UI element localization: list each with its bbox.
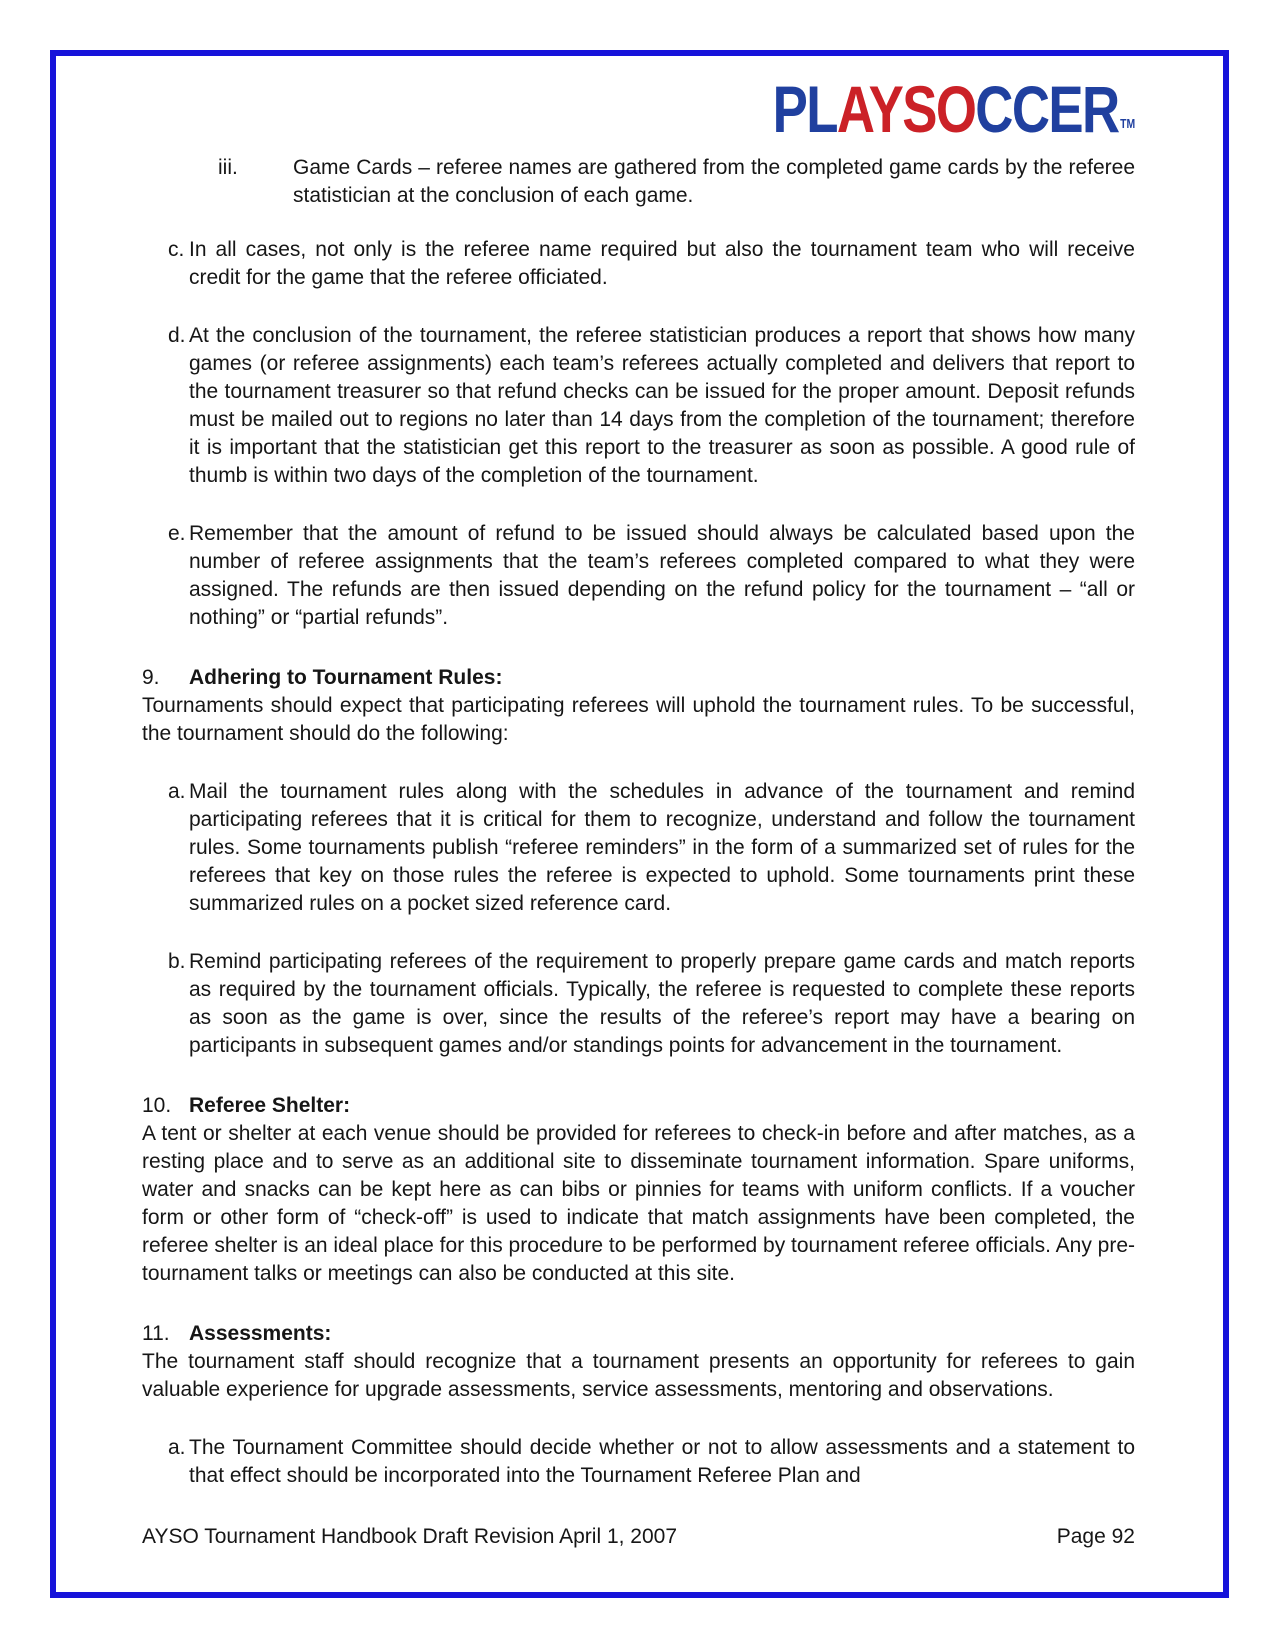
page-border-frame [50, 50, 1229, 1598]
section-10-intro: A tent or shelter at each venue should be provided for referees to check-in before and after matches, as a resting place and to serve as an additional site to disseminate tournament information. Spare uniforms, water and snacks can be kept here as can bibs or pinnies for teams with uniform conflicts. If a voucher form or other form of “check-off” is used to indicate that match assignments have been completed, the referee shelter is an ideal place for this procedure to be performed by tournament referee officials. Any pre-tournament talks or meetings can also be conducted at this site. [142, 1122, 1135, 1285]
trademark-mark: TM [1119, 116, 1135, 131]
list-item-text: Game Cards – referee names are gathered from the completed game cards by the referee statistician at the conclusion of each game. [293, 156, 1135, 207]
section-number: 11. [142, 1322, 170, 1345]
list-item-text: Remember that the amount of refund to be issued should always be calculated based upon the number of referee assignments that the team’s referees completed compared to what they were assigned. The refunds are then issued depending on the refund policy for the tournament – “all or nothing” or “partial refunds”. [189, 522, 1135, 629]
section-9-heading [142, 664, 1135, 692]
list-marker: a. [168, 780, 186, 803]
list-item-a-sec9 [142, 778, 1135, 918]
footer-page-number: Page 92 [1056, 1525, 1135, 1548]
page-footer [142, 1524, 1135, 1550]
section-title: Assessments: [189, 1322, 332, 1345]
list-marker: b. [168, 950, 186, 973]
section-10 [142, 1092, 1135, 1288]
section-number: 9. [142, 666, 160, 689]
playsoccer-logo [772, 72, 1136, 146]
list-item-b-sec9 [142, 948, 1135, 1060]
list-item-text: Mail the tournament rules along with the schedules in advance of the tournament and remind participating referees that it is critical for them to recognize, understand and follow the tournament rules. Some tournaments publish “referee reminders” in the form of a summarized set of rules for the referees that key on those rules the referee is expected to uphold. Some tournaments print these summarized rules on a pocket sized reference card. [189, 780, 1135, 915]
list-item-a-sec11 [142, 1434, 1135, 1490]
list-marker: a. [168, 1436, 186, 1459]
list-marker: e. [168, 522, 186, 545]
page-content [62, 62, 1217, 1586]
section-9-intro: Tournaments should expect that participating referees will uphold the tournament rules. To be successful, the tournament should do the following: [142, 694, 1135, 745]
section-number: 10. [142, 1094, 172, 1117]
list-item-text: The Tournament Committee should decide whether or not to allow assessments and a statement to that effect should be incorporated into the Tournament Referee Plan and [189, 1436, 1135, 1487]
list-marker: d. [168, 324, 186, 347]
list-item-iii [142, 154, 1135, 210]
list-item-c [142, 236, 1135, 292]
logo-part-ayso: AYSO [836, 72, 976, 146]
section-11-intro: The tournament staff should recognize that a tournament presents an opportunity for referees to gain valuable experience for upgrade assessments, service assessments, mentoring and observations. [142, 1350, 1135, 1401]
section-11 [142, 1320, 1135, 1404]
list-marker: c. [168, 238, 185, 261]
list-item-text: At the conclusion of the tournament, the referee statistician produces a report that shows how many games (or referee assignments) each team’s referees actually completed and delivers that report to the tournament treasurer so that refund checks can be issued for the proper amount. Deposit refunds must be mailed out to regions no later than 14 days from the completion of the tournament; therefore it is important that the statistician get this report to the treasurer as soon as possible. A good rule of thumb is within two days of the completion of the tournament. [189, 324, 1135, 487]
footer-document-title: AYSO Tournament Handbook Draft Revision April 1, 2007 [142, 1525, 678, 1548]
logo-part-pl: PL [772, 72, 837, 146]
section-9 [142, 664, 1135, 748]
section-title: Adhering to Tournament Rules: [189, 666, 503, 689]
section-10-heading [142, 1092, 1135, 1120]
section-title: Referee Shelter: [189, 1094, 351, 1117]
section-11-heading [142, 1320, 1135, 1348]
logo-part-ccer: CCER [975, 72, 1119, 146]
list-item-e [142, 520, 1135, 632]
document-body [142, 154, 1135, 1490]
list-item-text: Remind participating referees of the requirement to properly prepare game cards and match reports as required by the tournament officials. Typically, the referee is requested to complete these reports as soon as the game is over, since the results of the referee’s report may have a bearing on participants in subsequent games and/or standings points for advancement in the tournament. [189, 950, 1135, 1057]
list-item-d [142, 322, 1135, 490]
logo-row [142, 72, 1135, 146]
list-marker: iii. [218, 156, 238, 179]
list-item-text: In all cases, not only is the referee name required but also the tournament team who will receive credit for the game that the referee officiated. [189, 238, 1135, 289]
